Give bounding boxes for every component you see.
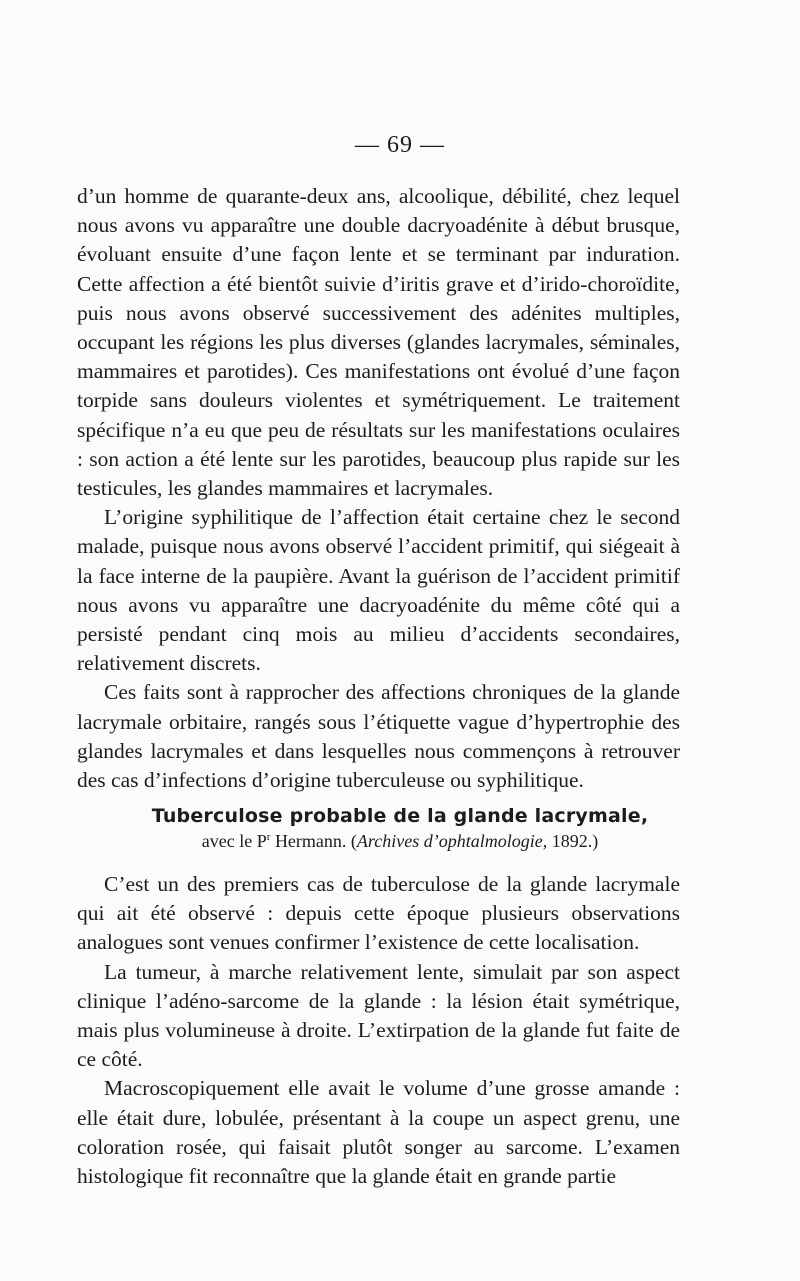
body-text-section-two	[77, 870, 680, 1191]
citation-journal: Archives d’ophtalmologie,	[356, 831, 548, 851]
citation-prefix: avec le P	[201, 831, 267, 851]
body-text-section-one	[77, 182, 680, 795]
section-heading: Tuberculose probable de la glande lacrymale,	[151, 805, 649, 827]
paragraph: Macroscopiquement elle avait le volume d’une grosse amande : elle était dure, lobulée, présentant à la coupe un aspect grenu, une coloration rosée, qui faisait plutôt songer au sarcome. L’examen histologique fit reconnaître que la glande était en grande partie	[77, 1076, 680, 1189]
page-number: — 69 —	[355, 132, 445, 158]
paragraph: d’un homme de quarante-deux ans, alcoolique, débilité, chez lequel nous avons vu apparaître une double dacryoadénite à début brusque, évoluant ensuite d’une façon lente et se terminant par induration. Cette affection a été bientôt suivie d’iritis grave et d’irido-choroïdite, puis nous avons observé successivement des adénites multiples, occupant les régions les plus diverses (glandes lacrymales, séminales, mammaires et parotides). Ces manifestations ont évolué d’une façon torpide sans douleurs violentes et symétriquement. Le traitement spécifique n’a eu que peu de résultats sur les manifestations oculaires : son action a été lente sur les parotides, beaucoup plus rapide sur les testicules, les glandes mammaires et lacrymales.	[77, 184, 680, 501]
citation-superscript: r	[266, 831, 271, 843]
paragraph: C’est un des premiers cas de tuberculose de la glande lacrymale qui ait été observé : depuis cette époque plusieurs observations analogues sont venues confirmer l’existence de cette localisation.	[77, 872, 680, 955]
citation-year: 1892.)	[547, 831, 599, 851]
citation-author: Hermann. (	[270, 831, 357, 851]
paragraph: Ces faits sont à rapprocher des affections chroniques de la glande lacrymale orbitaire, rangés sous l’étiquette vague d’hypertrophie des glandes lacrymales et dans lesquelles nous commençons à retrouver des cas d’infections d’origine tuberculeuse ou syphilitique.	[77, 680, 680, 793]
paragraph: La tumeur, à marche relativement lente, simulait par son aspect clinique l’adéno-sarcome de la glande : la lésion était symétrique, mais plus volumineuse à droite. L’extirpation de la glande fut faite de ce côté.	[77, 959, 680, 1072]
section-citation	[0, 831, 800, 852]
paragraph: L’origine syphilitique de l’affection était certaine chez le second malade, puisque nous avons observé l’accident primitif, qui siégeait à la face interne de la paupière. Avant la guérison de l’accident primitif nous avons vu apparaître une dacryoadénite du même côté qui a persisté pendant cinq mois au milieu d’accidents secondaires, relativement discrets.	[77, 505, 680, 676]
